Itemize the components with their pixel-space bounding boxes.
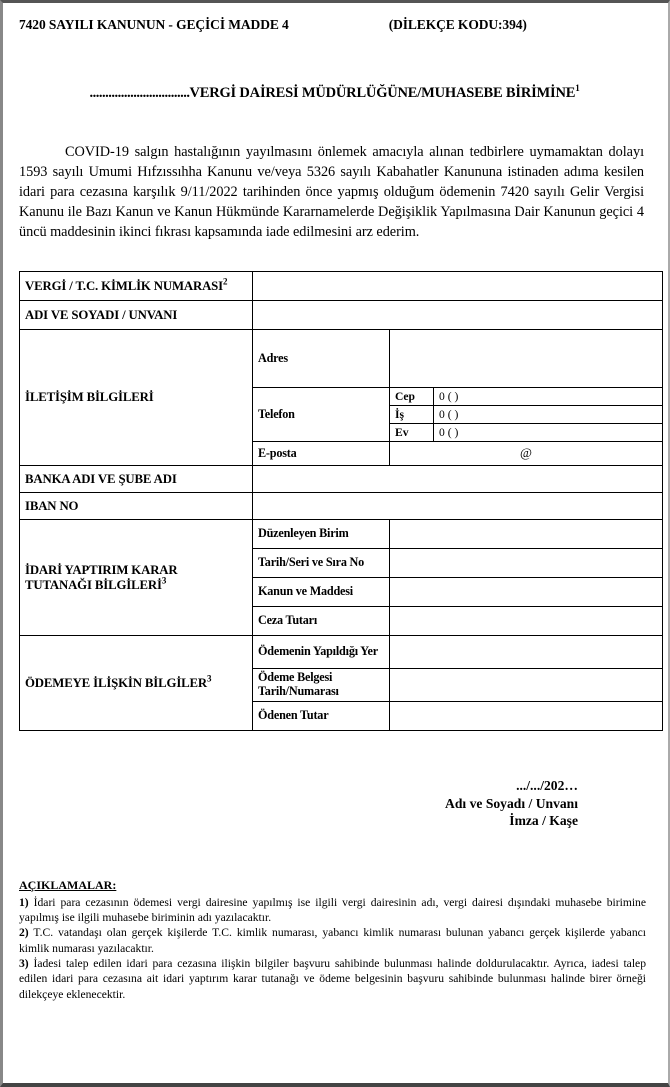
- table-row-name: [20, 301, 663, 330]
- phone-kind-is: İş: [390, 406, 434, 424]
- explanations-title: AÇIKLAMALAR:: [19, 878, 117, 893]
- payment-info-footnote-marker: 3: [207, 673, 212, 684]
- penalty-law-article-input[interactable]: [390, 578, 663, 607]
- penalty-amount-label: Ceza Tutarı: [253, 607, 390, 636]
- payment-amount-label: Ödenen Tutar: [253, 702, 390, 731]
- tax-id-input[interactable]: [253, 272, 663, 301]
- petition-body-text: COVID-19 salgın hastalığının yayılmasını önlemek amacıyla alınan tedbirlere uymamaktan dolayı 1593 sayılı Umumi Hıfzıssıhha Kanunu ve/veya 5326 sayılı Kabahatler Kanununa istinaden adıma kesilen idari para cezasına karşılık 9/11/2022 tarihinden önce yapmış olduğum ödemenin 7420 sayılı Gelir Vergisi Kanunu ile Bazı Kanun ve Kanun Hükmünde Kararnamelerde Değişiklik Yapılmasına Dair Kanunun geçici 4 üncü maddesinin ikinci fıkrası kapsamında iade edilmesini arz ederim.: [19, 144, 644, 241]
- name-label: ADI VE SOYADI / UNVANI: [20, 301, 253, 330]
- explanations-section: [19, 878, 656, 1002]
- signature-block: [19, 777, 656, 830]
- explanation-item-3: [19, 956, 646, 1002]
- tax-id-label: [20, 272, 253, 301]
- bank-name-input[interactable]: [253, 466, 663, 493]
- payment-place-input[interactable]: [390, 636, 663, 669]
- law-title: 7420 SAYILI KANUNUN - GEÇİCİ MADDE 4: [19, 17, 289, 32]
- addressee-text: VERGİ DAİRESİ MÜDÜRLÜĞÜNE/MUHASEBE BİRİMİNE: [189, 85, 576, 101]
- iban-label: IBAN NO: [20, 493, 253, 520]
- address-label: Adres: [253, 330, 390, 388]
- penalty-amount-input[interactable]: [390, 607, 663, 636]
- table-row-payment-place: [20, 636, 663, 669]
- bank-name-label: BANKA ADI VE ŞUBE ADI: [20, 466, 253, 493]
- payment-info-label: [20, 636, 253, 731]
- explanation-text-3: İadesi talep edilen idari para cezasına ilişkin bilgiler başvuru sahibinde bulunması halinde doldurulacaktır. Ayrıca, iadesi talep edilen idari para cezasına ait idari yaptırım karar tutanağı ve ödeme belgesinin başvuru sahibinde bulunması halinde birer örneği dilekçeye eklenecektir.: [19, 957, 646, 1001]
- email-input[interactable]: @: [390, 442, 663, 466]
- signature-name-line: Adı ve Soyadı / Unvanı: [445, 795, 578, 811]
- payment-info-label-text: ÖDEMEYE İLİŞKİN BİLGİLER: [25, 675, 208, 690]
- penalty-record-label-text: İDARİ YAPTIRIM KARAR TUTANAĞI BİLGİLERİ: [25, 563, 178, 592]
- explanation-text-1: İdari para cezasının ödemesi vergi dairesine yapılmış ise ilgili vergi dairesinin adı, vergi dairesi dışındaki muhasebe birimine yapılmış ise ilgili muhasebe biriminin adı yazılacaktır.: [19, 895, 646, 925]
- phone-input-is[interactable]: 0 ( ): [434, 406, 663, 424]
- explanation-item-1: [19, 895, 646, 926]
- phone-label: Telefon: [253, 388, 390, 442]
- payment-place-label: Ödemenin Yapıldığı Yer: [253, 636, 390, 669]
- penalty-record-label: [20, 520, 253, 636]
- payment-doc-label: Ödeme Belgesi Tarih/Numarası: [253, 669, 390, 702]
- table-row-iban: [20, 493, 663, 520]
- phone-kind-ev: Ev: [390, 424, 434, 442]
- table-row-address: [20, 330, 663, 388]
- iban-input[interactable]: [253, 493, 663, 520]
- explanation-item-2: [19, 925, 646, 956]
- table-row-penalty-issuer: [20, 520, 663, 549]
- email-label: E-posta: [253, 442, 390, 466]
- tax-id-footnote-marker: 2: [222, 276, 228, 287]
- addressee-footnote-marker: 1: [575, 83, 580, 94]
- penalty-issuer-input[interactable]: [390, 520, 663, 549]
- penalty-issuer-label: Düzenleyen Birim: [253, 520, 390, 549]
- tax-id-label-text: VERGİ / T.C. KİMLİK NUMARASI: [25, 278, 223, 293]
- penalty-record-footnote-marker: 3: [161, 575, 167, 586]
- penalty-date-serial-input[interactable]: [390, 549, 663, 578]
- applicant-form-table: [19, 271, 663, 731]
- table-row-bank-name: [20, 466, 663, 493]
- addressee-dots: ................................: [89, 85, 190, 101]
- phone-input-cep[interactable]: 0 ( ): [434, 388, 663, 406]
- signature-stamp-line: İmza / Kaşe: [509, 813, 578, 829]
- phone-kind-cep: Cep: [390, 388, 434, 406]
- petition-code: (DİLEKÇE KODU:394): [388, 17, 527, 32]
- addressee-line: [19, 85, 656, 102]
- payment-amount-input[interactable]: [390, 702, 663, 731]
- explanation-number-1: 1): [19, 895, 29, 909]
- explanation-text-2: T.C. vatandaşı olan gerçek kişilerde T.C. kimlik numarası, yabancı kimlik numarası bulunan yabancı gerçek kişilerde yabancı kimlik numarası yazılacaktır.: [19, 926, 646, 955]
- name-input[interactable]: [253, 301, 663, 330]
- document-header: [19, 17, 656, 33]
- table-row-tax-id: [20, 272, 663, 301]
- signature-date: .../.../202…: [516, 778, 578, 794]
- explanation-number-2: 2): [19, 926, 29, 940]
- payment-doc-input[interactable]: [390, 669, 663, 702]
- explanation-number-3: 3): [19, 957, 29, 971]
- penalty-date-serial-label: Tarih/Seri ve Sıra No: [253, 549, 390, 578]
- phone-input-ev[interactable]: 0 ( ): [434, 424, 663, 442]
- contact-info-label: İLETİŞİM BİLGİLERİ: [20, 330, 253, 466]
- address-input[interactable]: [390, 330, 663, 388]
- penalty-law-article-label: Kanun ve Maddesi: [253, 578, 390, 607]
